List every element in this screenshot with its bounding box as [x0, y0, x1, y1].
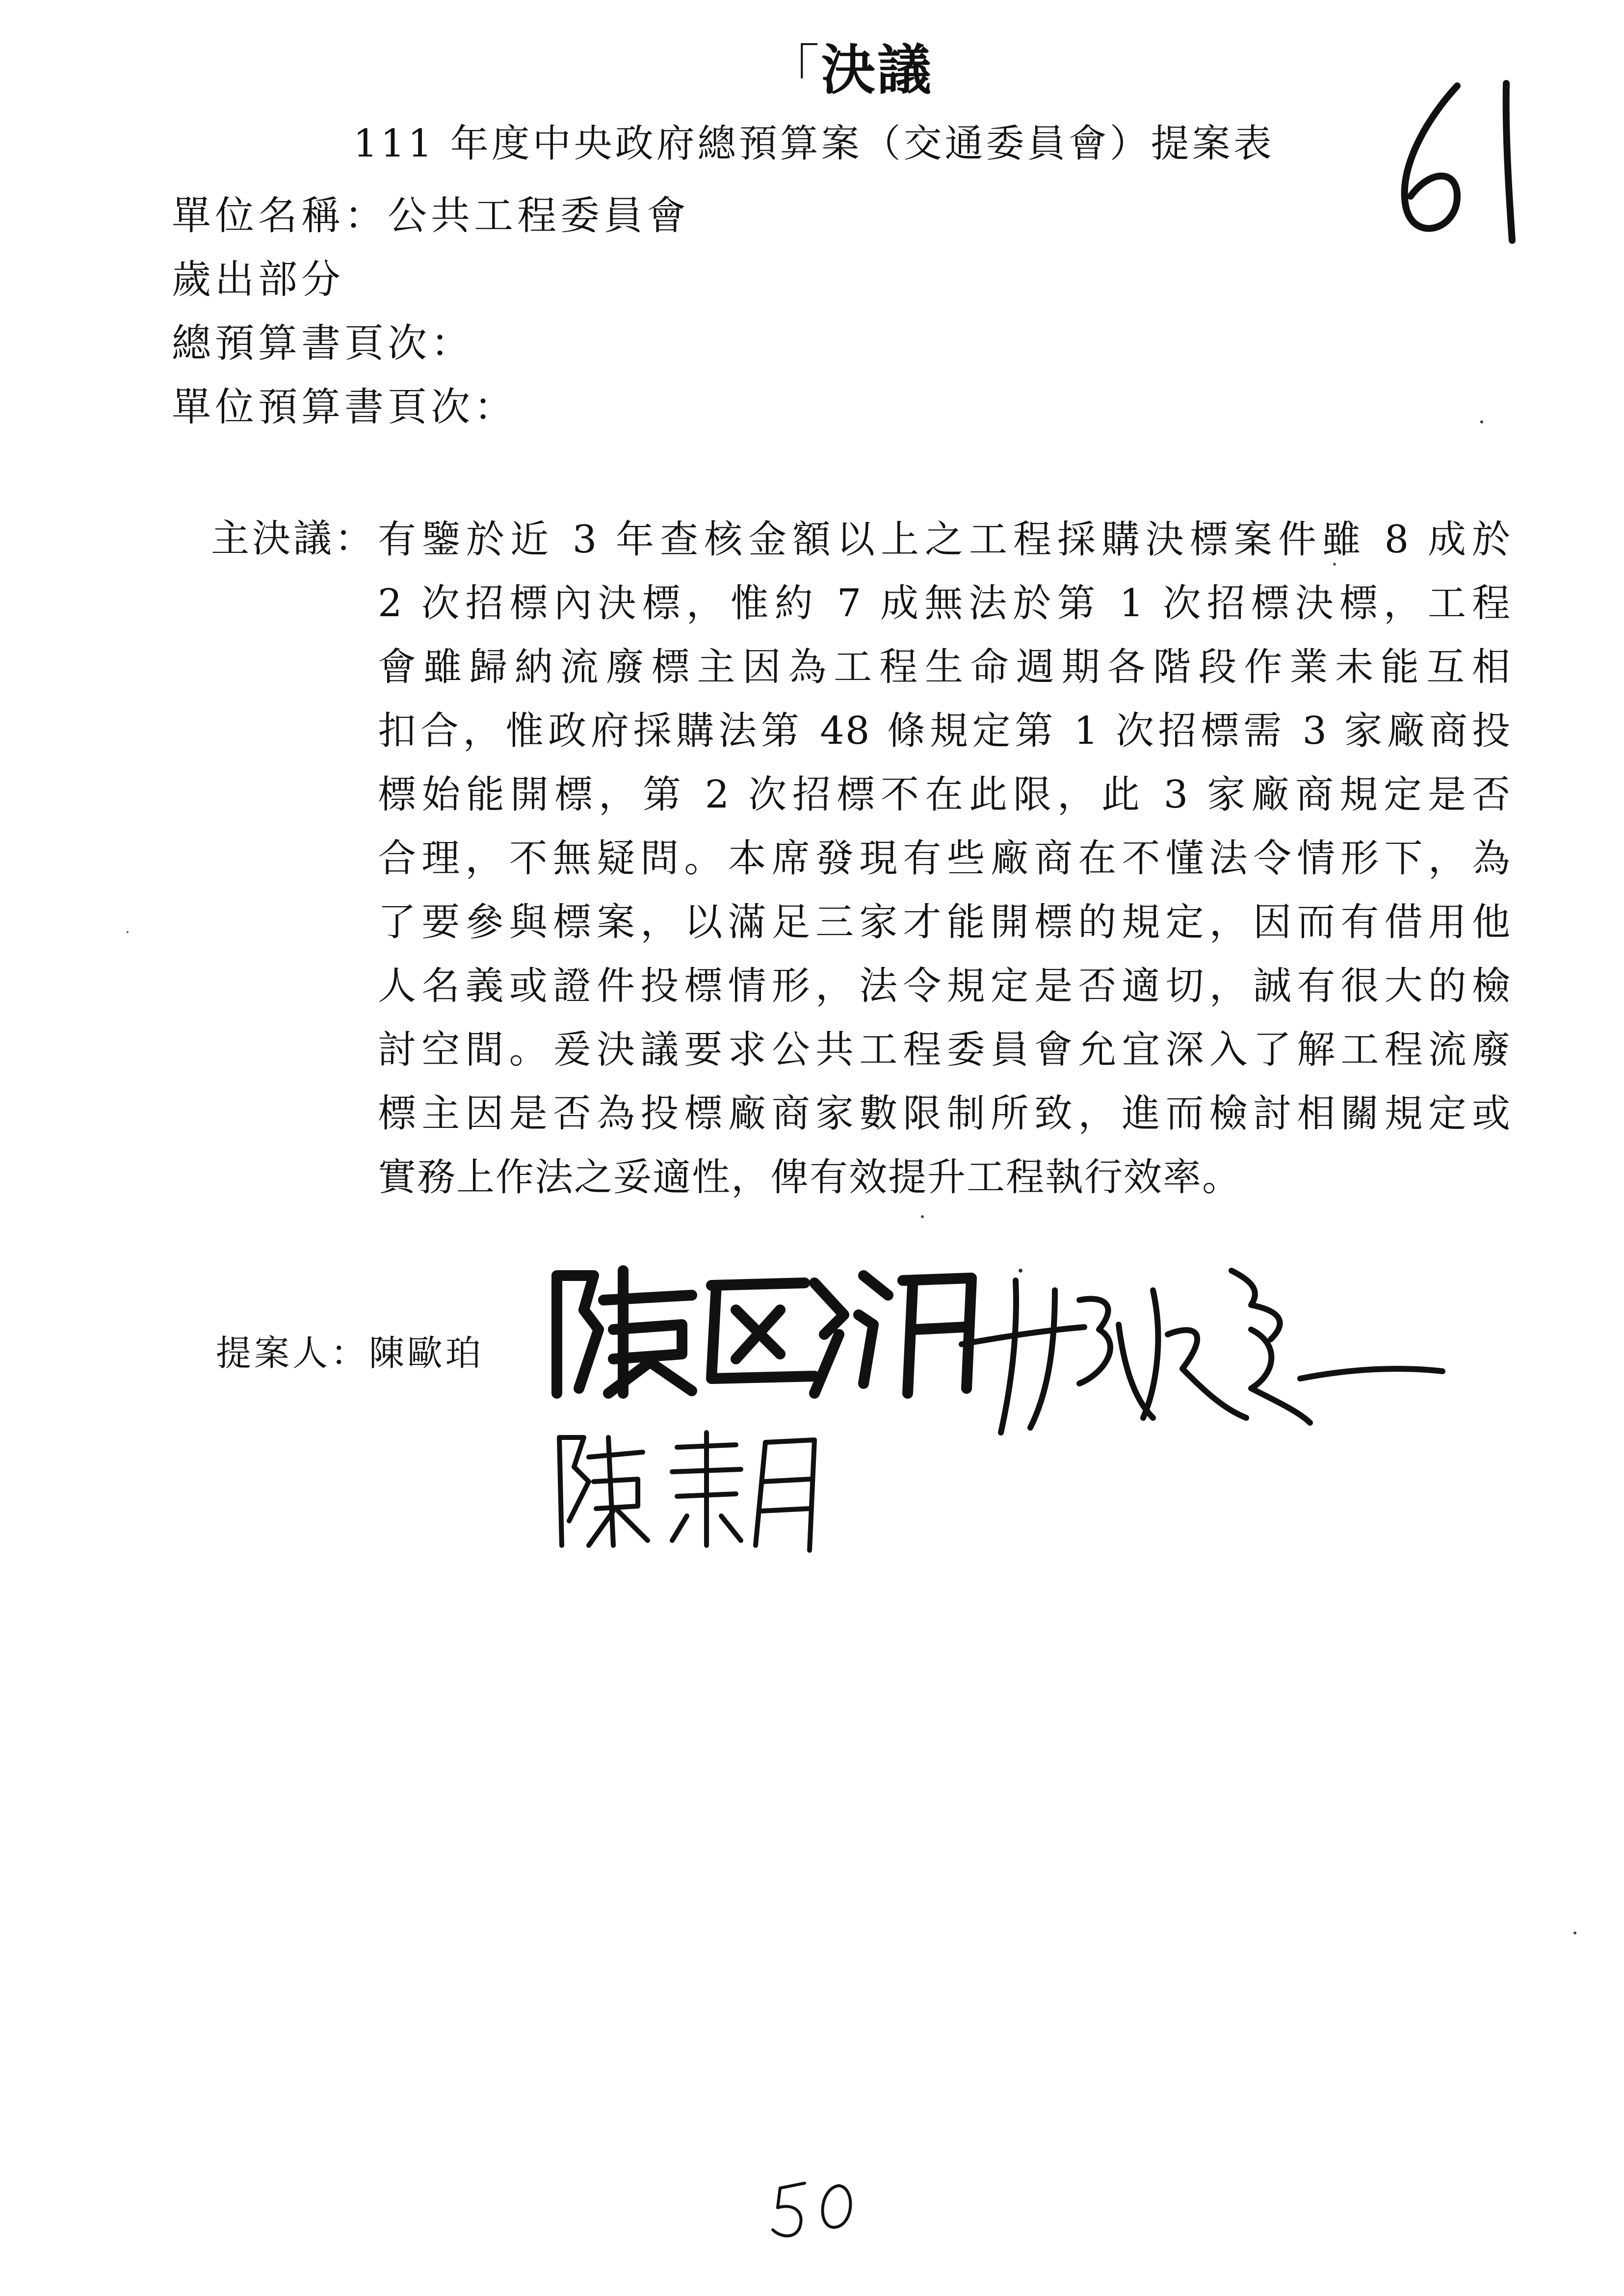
signature-chen-ou-po [550, 1256, 981, 1403]
resolution-line: 了要參與標案，以滿足三家才能開標的規定，因而有借用他 [378, 900, 1511, 944]
stamp-bracket: 「 [765, 39, 821, 102]
resolution-line: 合理，不無疑問。本席發現有些廠商在不懂法令情形下，為 [378, 836, 1511, 881]
resolution-line: 扣合，惟政府採購法第 48 條規定第 1 次招標需 3 家廠商投 [378, 709, 1511, 753]
resolution-line: 標始能開標，第 2 次招標不在此限，此 3 家廠商規定是否 [378, 773, 1511, 817]
resolution-label: 主決議： [211, 517, 376, 561]
resolution-line: 2 次招標內決標，惟約 7 成無法於第 1 次招標決標，工程 [378, 581, 1511, 626]
field-unit-budget-page: 單位預算書頁次： [172, 384, 517, 430]
form-title: 111 年度中央政府總預算案（交通委員會）提案表 [353, 122, 1275, 166]
resolution-stamp [765, 27, 933, 104]
field-expenditure-section: 歲出部分 [172, 257, 344, 302]
handwritten-page-number [1384, 74, 1531, 250]
resolution-body [378, 508, 1511, 1209]
resolution-line: 會雖歸納流廢標主因為工程生命週期各階段作業未能互相 [378, 645, 1511, 689]
handwritten-footer-page-number [765, 2168, 864, 2247]
stamp-text: 決議 [821, 38, 933, 102]
signature-lin-chun-hsien [957, 1261, 1447, 1447]
proposer-label: 提案人：陳歐珀 [216, 1332, 484, 1374]
resolution-line: 有鑒於近 3 年查核金額以上之工程採購決標案件雖 8 成於 [378, 518, 1511, 562]
field-total-budget-page: 總預算書頁次： [172, 320, 474, 366]
signature-chen-su-yueh [550, 1423, 824, 1560]
resolution-line: 討空間。爰決議要求公共工程委員會允宜深入了解工程流廢 [378, 1028, 1511, 1072]
resolution-line: 標主因是否為投標廠商家數限制所致，進而檢討相關規定或 [378, 1092, 1511, 1136]
field-unit-name: 單位名稱：公共工程委員會 [172, 193, 690, 238]
resolution-line: 人名義或證件投標情形，法令規定是否適切，誠有很大的檢 [378, 964, 1511, 1008]
resolution-line: 實務上作法之妥適性，俾有效提升工程執行效率。 [378, 1155, 1242, 1200]
